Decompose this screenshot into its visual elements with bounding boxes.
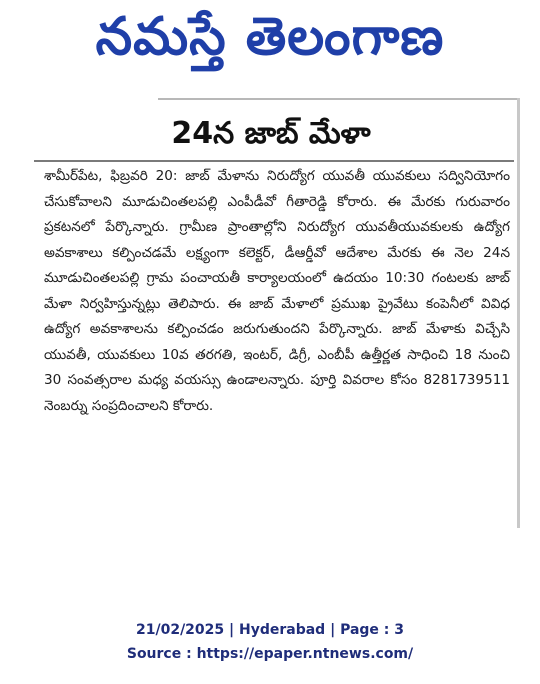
footer-date-edition-page: 21/02/2025 | Hyderabad | Page : 3 <box>135 622 405 638</box>
footer-source-link[interactable]: Source : https://epaper.ntnews.com/ <box>126 646 414 662</box>
article-headline: 24న జాబ్ మేళా <box>171 116 371 151</box>
clipping-top-edge <box>158 98 520 100</box>
article-body: శామీర్‌పేట, ఫిబ్రవరి 20: జాబ్ మేళాను నిరుద్యోగ యువతీ యువకులు సద్వినియోగం చేసుకోవాలని మూడుచింతలపల్లి ఎంపీడీవో గీతారెడ్డి కోరారు. ఈ మేరకు గురువారం ప్రకటనలో పేర్కొన్నారు. గ్రామీణ ప్రాంతాల్లోని నిరుద్యోగ యువతీయువకులకు ఉద్యోగ అవకాశాలు కల్పించడమే లక్ష్యంగా కలెక్టర్, డీఆర్డీవో ఆదేశాల మేరకు ఈ నెల 24న మూడుచింతలపల్లి గ్రామ పంచాయతీ కార్యాలయంలో ఉదయం 10:30 గంటలకు జాబ్ మేళా నిర్వహిస్తున్నట్లు తెలిపారు. ఈ జాబ్ మేళాలో ప్రముఖ ప్రైవేటు కంపెనీలో వివిధ ఉద్యోగ అవకాశాలను కల్పించడం జరుగుతుందని పేర్కొన్నారు. జాబ్ మేళాకు విచ్చేసి యువతీ, యువకులు 10వ తరగతి, ఇంటర్, డిగ్రీ, ఎంబీపీ ఉత్తీర్ణత సాధించి 18 నుంచి 30 సంవత్సరాల మధ్య వయస్సు ఉండాలన్నారు. పూర్తి వివరాల కోసం 8281739511 నెంబర్ను సంప్రదించాలని కోరారు. <box>44 168 510 414</box>
masthead-logo: నమస్తే తెలంగాణ <box>95 7 445 67</box>
headline-divider <box>34 160 514 162</box>
clipping-right-edge <box>517 98 520 528</box>
